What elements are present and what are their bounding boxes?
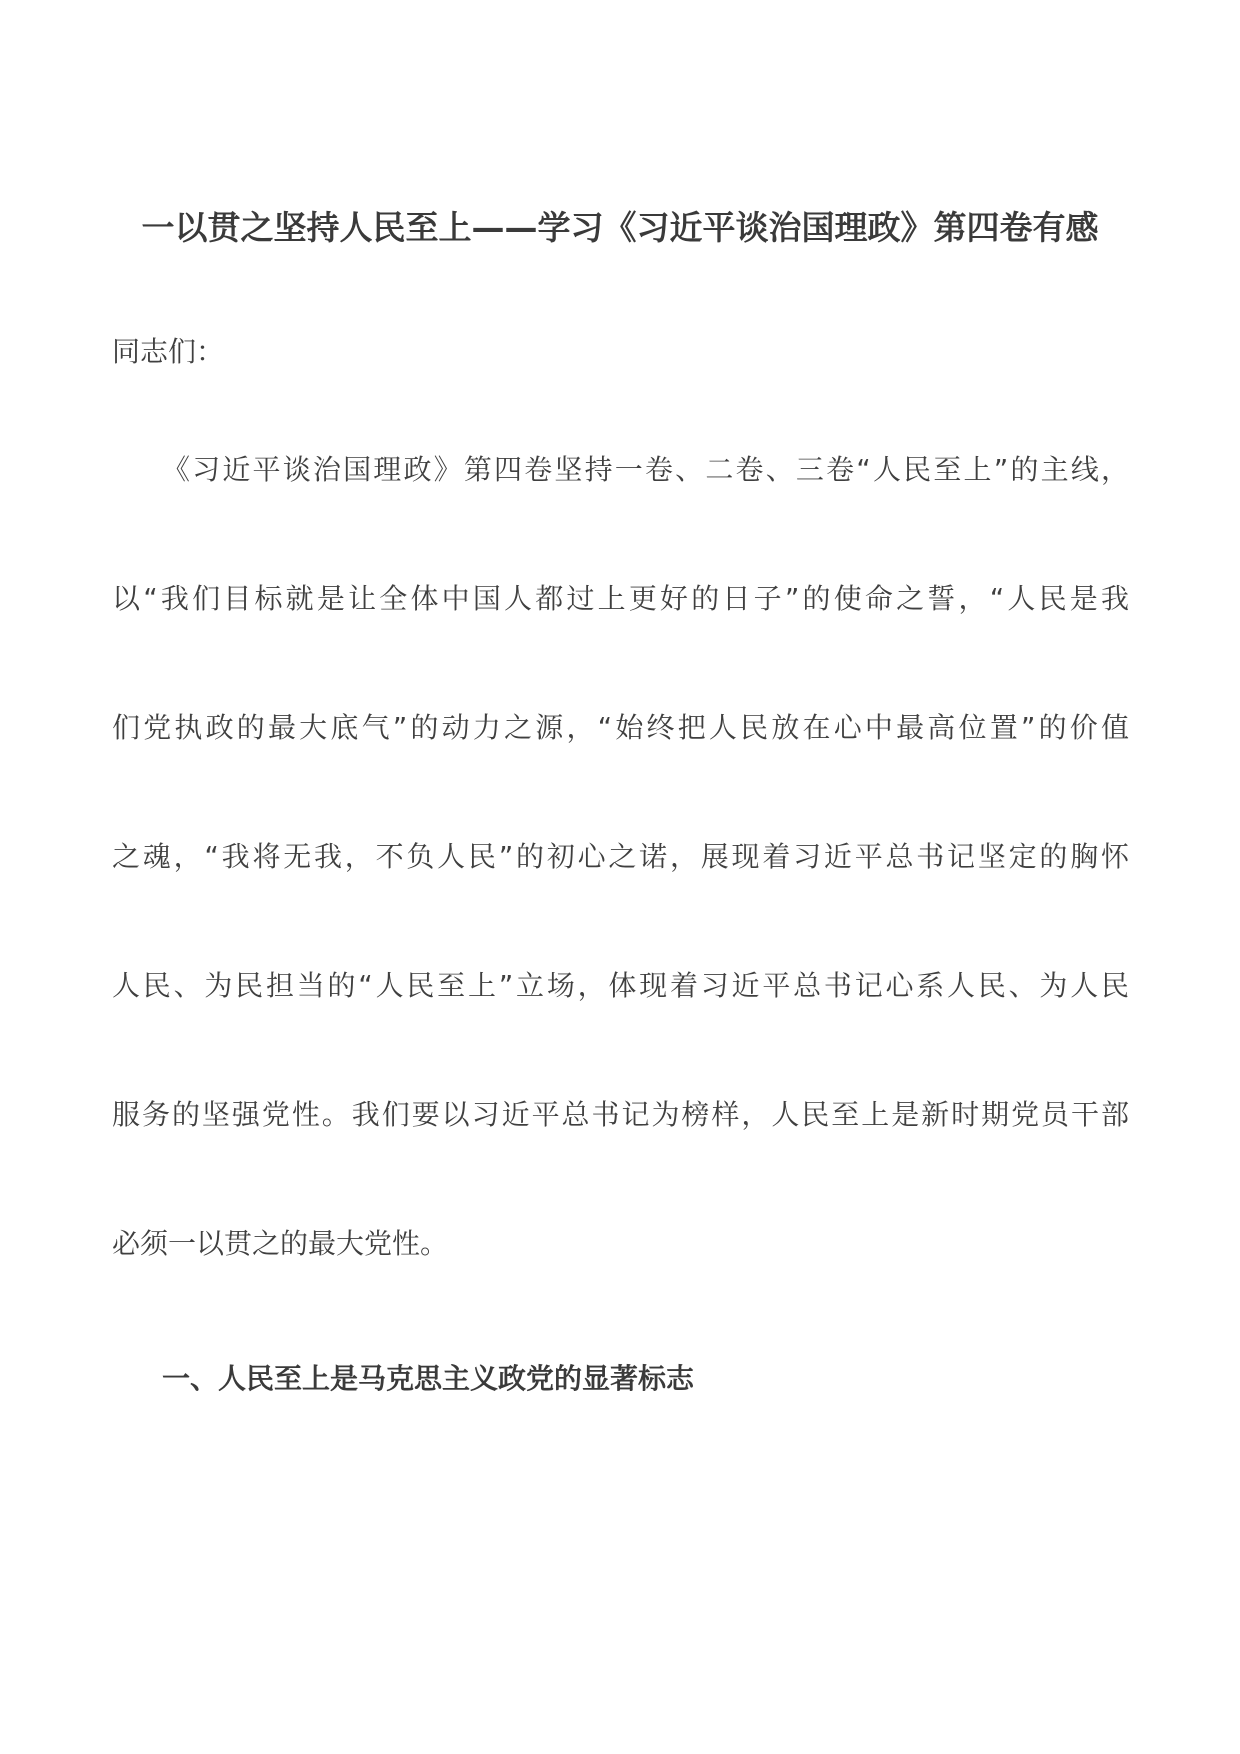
- salutation: 同志们：: [112, 335, 225, 368]
- paragraph-line: 《习近平谈治国理政》第四卷坚持一卷、二卷、三卷“人民至上”的主线，: [162, 453, 1129, 486]
- paragraph-line: 之魂，“我将无我，不负人民”的初心之诺，展现着习近平总书记坚定的胸怀: [112, 840, 1129, 873]
- paragraph-line: 以“我们目标就是让全体中国人都过上更好的日子”的使命之誓，“人民是我: [112, 582, 1129, 615]
- document-title: 一以贯之坚持人民至上——学习《习近平谈治国理政》第四卷有感: [141, 208, 1099, 247]
- paragraph-line: 必须一以贯之的最大党性。: [112, 1227, 449, 1260]
- section-heading: 一、人民至上是马克思主义政党的显著标志: [162, 1362, 695, 1395]
- paragraph-line: 们党执政的最大底气”的动力之源，“始终把人民放在心中最高位置”的价值: [112, 711, 1129, 744]
- paragraph-line: 人民、为民担当的“人民至上”立场，体现着习近平总书记心系人民、为人民: [112, 969, 1129, 1002]
- paragraph-line: 服务的坚强党性。我们要以习近平总书记为榜样，人民至上是新时期党员干部: [112, 1098, 1129, 1131]
